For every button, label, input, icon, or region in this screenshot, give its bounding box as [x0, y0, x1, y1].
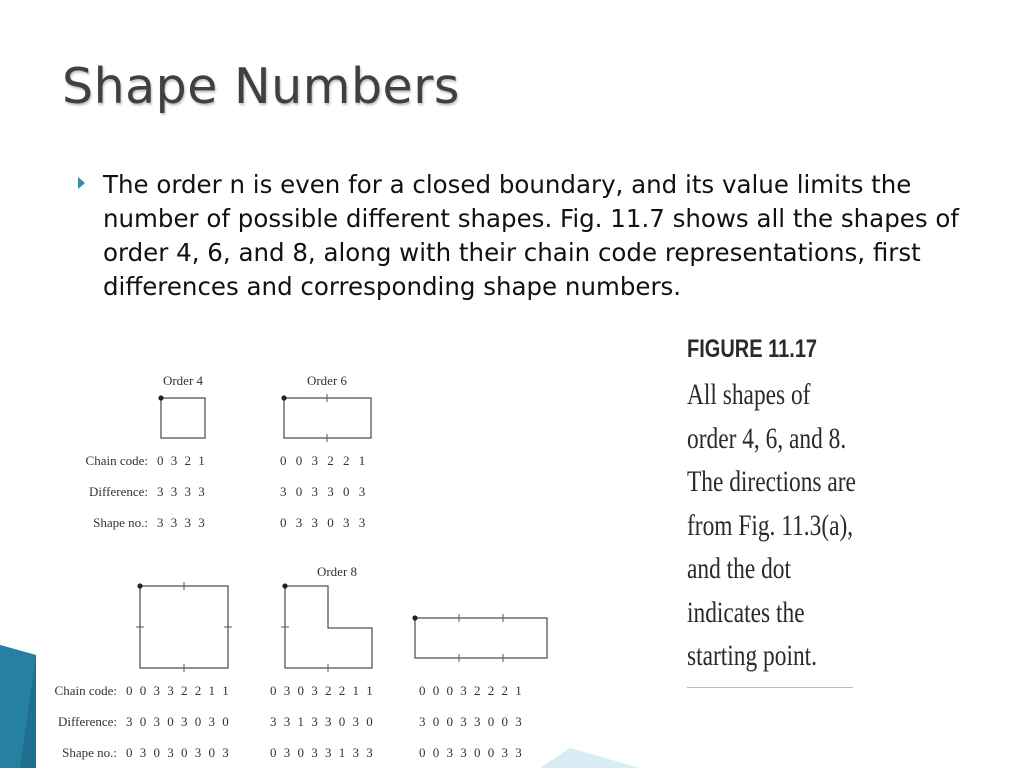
order6-chain: 0 0 3 2 2 1	[280, 453, 366, 468]
order8-label: Order 8	[316, 564, 358, 579]
difference-label: Difference:	[58, 714, 117, 729]
order8a-difference: 3 0 3 0 3 0 3 0	[126, 714, 229, 729]
bullet-text: The order n is even for a closed boundary, and its value limits the number of possible different shapes. Fig. 11.7 shows all the shapes of order 4, 6, and 8, along with their chain code representations, first differences and corresponding shape numbers.	[103, 170, 959, 301]
order8c-chain: 0 0 0 3 2 2 2 1	[419, 683, 522, 698]
figure-caption-title: FIGURE 11.17	[687, 335, 818, 363]
start-dot	[281, 395, 286, 400]
order4-difference: 3 3 3 3	[157, 484, 205, 499]
order6-difference: 3 0 3 3 0 3	[280, 484, 366, 499]
order6-shape	[284, 398, 371, 438]
difference-label: Difference:	[89, 484, 148, 499]
shape-no-label: Shape no.:	[93, 515, 148, 530]
caption-divider	[687, 687, 853, 688]
chain-code-label: Chain code:	[54, 683, 117, 698]
order8b-chain: 0 3 0 3 2 2 1 1	[270, 683, 373, 698]
order8b-shape-no: 0 3 0 3 3 1 3 3	[270, 745, 373, 760]
order8a-shape-no: 0 3 0 3 0 3 0 3	[126, 745, 229, 760]
order8c-shape	[415, 618, 547, 658]
order6-shape-no: 0 3 3 0 3 3	[280, 515, 366, 530]
slide-title: Shape Numbers	[62, 58, 460, 115]
order8c-shape-no: 0 0 3 3 0 0 3 3	[419, 745, 522, 760]
order4-shape-no: 3 3 3 3	[157, 515, 205, 530]
start-dot	[282, 583, 287, 588]
chain-code-label: Chain code:	[85, 453, 148, 468]
bottom-decoration	[540, 748, 640, 768]
start-dot	[158, 395, 163, 400]
start-dot	[137, 583, 142, 588]
order8c-difference: 3 0 0 3 3 0 0 3	[419, 714, 522, 729]
corner-decoration	[0, 645, 120, 768]
shape-no-label: Shape no.:	[62, 745, 117, 760]
order4-shape	[161, 398, 205, 438]
order8b-difference: 3 3 1 3 3 0 3 0	[270, 714, 373, 729]
bullet-arrow-icon	[78, 177, 85, 189]
order4-chain: 0 3 2 1	[157, 453, 205, 468]
figure-caption-body: All shapes of order 4, 6, and 8. The directions are from Fig. 11.3(a), and the dot indicates the starting point.	[687, 378, 856, 672]
order4-label: Order 4	[162, 373, 204, 388]
order8a-shape	[140, 586, 228, 668]
order8b-shape	[285, 586, 372, 668]
order8a-chain: 0 0 3 3 2 2 1 1	[126, 683, 229, 698]
order6-label: Order 6	[306, 373, 348, 388]
start-dot	[412, 615, 417, 620]
